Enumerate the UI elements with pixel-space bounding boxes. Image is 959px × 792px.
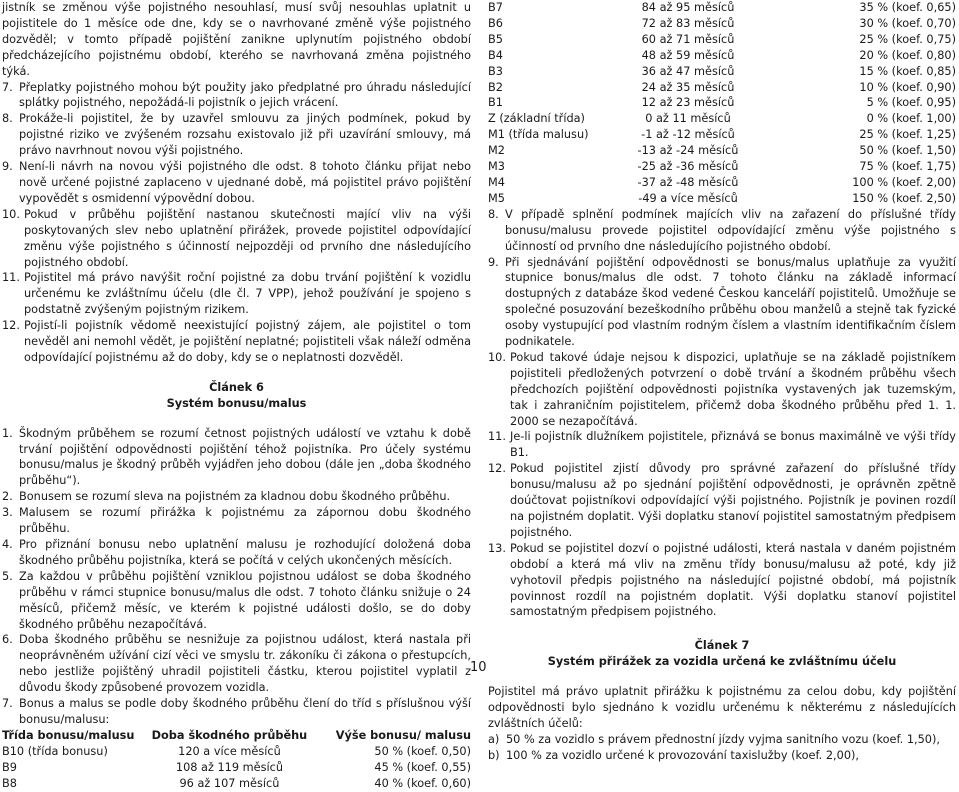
item-text: Bonusem se rozumí sleva na pojistném za kladnou dobu škodného průběhu. <box>19 490 451 504</box>
table-cell-amount: 35 % (koef. 0,65) <box>859 1 956 14</box>
table-cell-class: B4 <box>488 48 503 62</box>
numbered-item <box>2 270 471 318</box>
item-text: Pokud takové údaje nejsou k dispozici, uplatňuje se na základě pojistníkem pojistiteli předložených potvrzení o době trvání a škodném průběhu všech předchozích pojištění odpovědnosti pojistníka vystavených jak tuzemským, tak i zahraničním pojistitelem, přičemž doba škodného průběhu před 1. 1. 2000 se nezapočítává. <box>510 350 956 428</box>
table-cell-amount: 45 % (koef. 0,55) <box>374 760 471 774</box>
item-number: 3. <box>2 506 13 520</box>
item-text: V případě splnění podmínek majících vliv na zařazení do příslušné třídy bonusu/malusu provede pojistitel odpovídající změnu výše pojistného s účinností od prvního dne následujícího pojistného období. <box>505 207 956 253</box>
item-text: Pokud v průběhu pojištění nastanou skutečnosti mající vliv na výši poskytovaných slev nebo uplatnění přirážek, provede pojistitel odpovídající změnu výše pojistného s účinností nejpozději od prvního dne následujícího pojistného období. <box>24 207 471 269</box>
table-cell-amount: 150 % (koef. 2,50) <box>852 191 956 205</box>
table-row <box>488 191 956 207</box>
numbered-item <box>2 569 471 633</box>
sub-item-text: 50 % za vozidlo s právem přednostní jízdy vyjma sanitního vozu (koef. 1,50), <box>506 732 940 746</box>
numbered-item <box>2 632 471 696</box>
numbered-item <box>488 461 956 541</box>
table-cell-class: B9 <box>2 760 17 774</box>
table-cell-period: 60 až 71 měsíců <box>641 32 735 46</box>
table-row <box>488 32 956 48</box>
table-cell-class: B8 <box>2 776 17 790</box>
table-row <box>488 143 956 159</box>
table-header-amount: Výše bonusu/ malusu <box>335 728 471 742</box>
sub-item <box>488 748 956 764</box>
table-row <box>2 760 471 776</box>
item-text: Škodným průběhem se rozumí četnost pojistných událostí ve vztahu k době trvání pojištění odpovědnosti pojištění téhož pojistníka. Pro účely systému bonusu/malus je škodný průběh vyjádřen jeho dobou (dále jen „doba škodného průběhu“). <box>19 426 471 488</box>
table-cell-amount: 25 % (koef. 0,75) <box>859 32 956 46</box>
item-text: Za každou v průběhu pojištění vzniklou pojistnou událost se doba škodného průběhu v rámci stupnice bonusu/malus dle odst. 7 tohoto článku snižuje o 24 měsíců, přičemž měsíc, ve kterém k pojistné události došlo, se do doby škodného průběhu nezapočítává. <box>19 569 471 631</box>
item-text: Pokud se pojistitel dozví o pojistné události, která nastala v daném pojistném období a která má vliv na změnu třídy bonusu/malusu až poté, kdy již vyhotovil předpis pojistného na následující pojistné období, má pojistník povinnost rozdíl na pojistném doplatit. Výši doplatku stanoví pojistitel samostatným předpisem pojistného. <box>510 541 956 619</box>
table-cell-period: 12 až 23 měsíců <box>641 96 735 110</box>
table-cell-period: 120 a více měsíců <box>178 744 281 758</box>
table-cell-period: 0 až 11 měsíců <box>645 112 731 126</box>
item-number: 8. <box>2 112 13 126</box>
table-header-row <box>2 728 471 744</box>
table-row <box>488 159 956 175</box>
table-cell-class: B5 <box>488 32 503 46</box>
table-cell-period: 24 až 35 měsíců <box>641 80 735 94</box>
numbered-item <box>2 159 471 207</box>
item-number: 10. <box>2 207 20 221</box>
table-cell-class: Z (základní třída) <box>488 112 585 126</box>
item-text: Pojistí-li pojistník vědomě neexistující pojistný zájem, ale pojistitel o tom nevěděl ani nemohl vědět, je pojištění neplatné; pojistiteli však náleží odměna odpovídající pojistnému až do doby, kdy se o neplatnosti dozvěděl. <box>24 319 471 364</box>
table-cell-class: B3 <box>488 64 503 78</box>
table-row <box>488 175 956 191</box>
table-cell-class: M1 (třída malusu) <box>488 128 589 142</box>
article7-intro: Pojistitel má právo uplatnit přirážku k pojistnému za celou dobu, kdy pojištění odpovědnosti bylo sjednáno k vozidlu určenému k některému z následujících zvláštních účelů: <box>488 685 956 730</box>
table-cell-period: 72 až 83 měsíců <box>641 16 735 30</box>
sub-item-text: 100 % za vozidlo určené k provozování taxislužby (koef. 2,00), <box>506 748 859 762</box>
item-number: 5. <box>2 569 13 583</box>
numbered-item <box>2 318 471 366</box>
item-number: 4. <box>2 538 13 551</box>
table-cell-period: 48 až 59 měsíců <box>641 48 735 62</box>
numbered-item <box>2 505 471 537</box>
table-cell-amount: 50 % (koef. 1,50) <box>859 144 956 158</box>
item-text: Není-li návrh na novou výši pojistného dle odst. 8 tohoto článku přijat nebo nově určené pojistné zaplaceno v ujednané době, má pojistitel právo pojištění vypovědět s osmidenní výpovědní dobou. <box>19 160 471 205</box>
table-cell-class: M5 <box>488 191 505 205</box>
item-text: Bonus a malus se podle doby škodného průběhu člení do tříd s příslušnou výší bonusu/malusu: <box>19 697 471 726</box>
table-cell-class: M2 <box>488 144 505 158</box>
table-cell-class: B2 <box>488 80 503 94</box>
numbered-item <box>2 207 471 271</box>
table-row <box>488 111 956 127</box>
table-cell-amount: 10 % (koef. 0,90) <box>859 80 956 94</box>
table-cell-amount: 40 % (koef. 0,60) <box>374 776 471 790</box>
numbered-item <box>2 696 471 728</box>
item-text: Prokáže-li pojistitel, že by uzavřel smlouvu za jiných podmínek, pokud by pojistné riziko ve zvýšeném rozsahu existovalo již při uzavírání smlouvy, má právo navrhnout novou výši pojistného. <box>19 112 471 158</box>
table-cell-class: B1 <box>488 96 503 110</box>
sub-items-list <box>488 732 956 764</box>
left-column <box>2 0 471 792</box>
item-number: 9. <box>2 160 13 174</box>
table-cell-period: -1 až -12 měsíců <box>641 128 735 142</box>
table-cell-period: 108 až 119 měsíců <box>175 760 283 774</box>
items-group-a <box>2 80 471 366</box>
item-text: Při sjednávání pojištění odpovědnosti se bonus/malus uplatňuje za využití stupnice bonus/malus dle odst. 7 tohoto článku na základě informací dostupných z databáze škod vedené Českou kanceláří pojistitelů. Umožňuje se společné posuzování bezeškodního průběhu obou manželů a stejně tak fyzické osoby vystupující pod vlastním rodným číslem a vlastním identifikačním číslem podnikatele. <box>505 255 956 349</box>
numbered-item <box>488 429 956 461</box>
table-row <box>488 0 956 16</box>
table-row <box>488 16 956 32</box>
item-text: Pojistitel má právo navýšit roční pojistné za dobu trvání pojištění k vozidlu určenému ke zvláštnímu účelu (dle čl. 7 VPP), jehož používání je spojeno s podstatně zvýšeným pojistným rizikem. <box>24 271 471 317</box>
numbered-item <box>2 80 471 112</box>
table-header-class: Třída bonusu/malusu <box>2 728 135 742</box>
item-text: Doba škodného průběhu se nesnižuje za pojistnou událost, která nastala při neoprávněném užívání cizí věci ve smyslu tr. zákoníku či zákona o přestupcích, nebo jestliže pojištěný uhradil pojistiteli částku, kterou pojistitel vyplatil z důvodu škody způsobené provozem vozidla. <box>19 633 471 695</box>
item-number: 2. <box>2 490 13 504</box>
table-cell-period: -13 až -24 měsíců <box>637 144 739 158</box>
table-header-period: Doba škodného průběhu <box>151 728 308 742</box>
right-column <box>488 0 956 764</box>
article6-title: Článek 6 <box>209 380 264 394</box>
table-cell-amount: 100 % (koef. 2,00) <box>852 175 956 189</box>
table-row <box>488 64 956 80</box>
item-number: 13. <box>488 541 506 555</box>
table-cell-class: B10 (třída bonusu) <box>2 744 108 758</box>
table-cell-period: -37 až -48 měsíců <box>637 175 739 189</box>
table-row <box>488 48 956 64</box>
article7-heading <box>488 638 956 670</box>
numbered-item <box>2 537 471 569</box>
article6-subtitle: Systém bonusu/malus <box>166 396 307 410</box>
table-cell-amount: 5 % (koef. 0,95) <box>866 96 956 110</box>
table-cell-class: B6 <box>488 16 503 30</box>
numbered-item <box>488 350 956 430</box>
table-row <box>488 80 956 96</box>
table-cell-amount: 20 % (koef. 0,80) <box>859 48 956 62</box>
item-text: Je-li pojistník dlužníkem pojistitele, přiznává se bonus maximálně ve výši třídy B1. <box>510 430 956 460</box>
item-number: 12. <box>488 462 506 476</box>
table-cell-class: M4 <box>488 175 505 189</box>
sub-item <box>488 732 956 748</box>
item-number: 9. <box>488 255 499 269</box>
article7-subtitle: Systém přirážek za vozidla určená ke zvláštnímu účelu <box>547 655 897 669</box>
table-row <box>488 95 956 111</box>
item-number: 11. <box>488 430 506 444</box>
item-text: Přeplatky pojistného mohou být použity jako předplatné pro úhradu následující splátky pojistného, nepožádá-li pojistník o jejich vrácení. <box>19 80 471 110</box>
item-number: 11. <box>2 271 20 285</box>
table-cell-period: 84 až 95 měsíců <box>641 1 735 14</box>
table-cell-period: 96 až 107 měsíců <box>179 776 280 790</box>
item-number: 1. <box>2 426 13 440</box>
table-cell-amount: 50 % (koef. 0,50) <box>374 744 471 758</box>
numbered-item <box>488 541 956 621</box>
bonus-malus-table-left <box>2 728 471 792</box>
table-cell-amount: 15 % (koef. 0,85) <box>859 64 956 78</box>
item-text: Pokud pojistitel zjistí důvody pro správné zařazení do příslušné třídy bonusu/malusu až po sjednání pojištění odpovědnosti, je oprávněn zpětně doúčtovat pojistníkovi odpovídající výši pojistného. Pojistník je povinen rozdíl na pojistném doplatit. Výši doplatku stanoví pojistitel samostatným předpisem pojistného. <box>510 462 956 539</box>
numbered-item <box>2 489 471 505</box>
table-row <box>2 744 471 760</box>
numbered-item <box>2 426 471 490</box>
numbered-item <box>488 207 956 255</box>
table-cell-class: B7 <box>488 1 503 14</box>
items-group-c <box>488 207 956 621</box>
table-cell-amount: 75 % (koef. 1,75) <box>859 160 956 174</box>
item-number: 12. <box>2 319 20 333</box>
numbered-item <box>2 111 471 159</box>
sub-item-label: a) <box>488 732 500 746</box>
page-number: 10 <box>470 660 487 675</box>
item-number: 7. <box>2 80 13 94</box>
article6-heading <box>2 380 471 412</box>
items-group-b <box>2 426 471 728</box>
table-cell-period: -25 až -36 měsíců <box>637 160 739 174</box>
item-number: 10. <box>488 350 506 364</box>
sub-item-label: b) <box>488 748 500 762</box>
table-cell-amount: 30 % (koef. 0,70) <box>859 16 956 30</box>
table-row <box>488 127 956 143</box>
item-text: Malusem se rozumí přirážka k pojistnému za zápornou dobu škodného průběhu. <box>19 506 471 536</box>
table-cell-amount: 0 % (koef. 1,00) <box>866 112 956 126</box>
item-number: 8. <box>488 207 499 221</box>
table-cell-period: 36 až 47 měsíců <box>641 64 735 78</box>
numbered-item <box>488 255 956 350</box>
table-cell-class: M3 <box>488 160 505 174</box>
table-row <box>2 776 471 792</box>
intro-paragraph: jistník se změnou výše pojistného nesouhlasí, musí svůj nesouhlas uplatnit u pojistitele do 1 měsíce ode dne, kdy se o navrhované změně výše pojistného dozvěděl; v tomto případě pojištění zanikne uplynutím pojistného období předcházejícího pojistnému období, kterého se navrhovaná změna pojistného týká. <box>2 1 471 78</box>
article7-title: Článek 7 <box>694 639 750 653</box>
bonus-malus-table-right <box>488 0 956 207</box>
item-number: 6. <box>2 633 13 647</box>
item-text: Pro přiznání bonusu nebo uplatnění malusu je rozhodující doložená doba škodného průběhu pojistníka, která se počítá v celých ukončených měsících. <box>19 538 471 567</box>
item-number: 7. <box>2 697 13 711</box>
table-cell-amount: 25 % (koef. 1,25) <box>859 128 956 142</box>
table-cell-period: -49 a více měsíců <box>638 191 738 205</box>
